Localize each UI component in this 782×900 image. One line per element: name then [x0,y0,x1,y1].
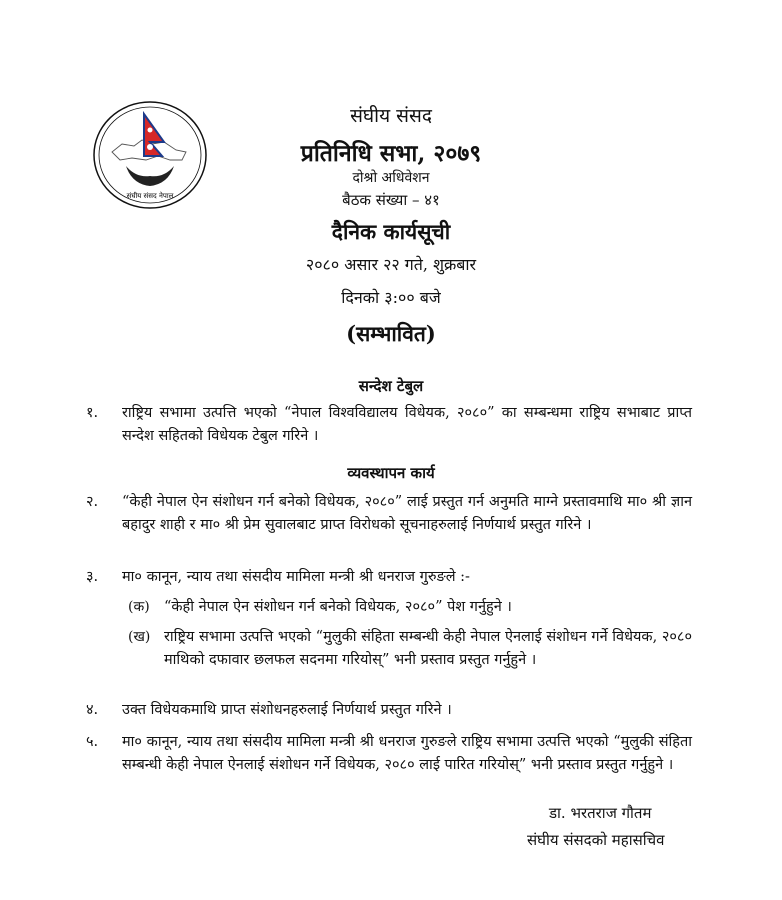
agenda-time: दिनको ३:०० बजे [341,288,441,307]
agenda-date: २०८० असार २२ गते, शुक्रबार [305,255,477,274]
session-label: दोश्रो अधिवेशन [352,170,430,186]
item-number: ४. [86,702,99,718]
signatory-name: डा. भरतराज गौतम [549,804,652,822]
status-label: (सम्भावित) [346,321,436,346]
item-number: १. [86,405,99,421]
item-number: ३. [86,569,99,585]
signatory-title: संघीय संसदको महासचिव [527,831,665,849]
item-number: २. [86,494,99,510]
subitem-text: राष्ट्रिय सभामा उत्पत्ति भएको “मुलुकी संहिता सम्बन्धी केही नेपाल ऐनलाई संशोधन गर्ने विधेयक, २०८० माथिको दफावार छलफल सदनमा गरियोस्” भनी प्रस्ताव प्रस्तुत गर्नुहुने । [164,629,692,668]
subitem-label: (क) [128,599,150,615]
emblem-text: संघीय संसद नेपाल [126,192,174,200]
agenda-item-text: उक्त विधेयकमाथि प्राप्त संशोधनहरुलाई निर्णयार्थ प्रस्तुत गरिने । [122,702,452,718]
agenda-item-text: राष्ट्रिय सभामा उत्पत्ति भएको “नेपाल विश्वविद्यालय विधेयक, २०८०” का सम्बन्धमा राष्ट्रिय सभाबाट प्राप्त सन्देश सहितको विधेयक टेबुल गरिने । [122,405,692,444]
agenda-item-text: मा० कानून, न्याय तथा संसदीय मामिला मन्त्री श्री धनराज गुरुङले राष्ट्रिय सभामा उत्पत्ति भएको “मुलुकी संहिता सम्बन्धी केही नेपाल ऐनलाई संशोधन गर्ने विधेयक, २०८० लाई पारित गरियोस्” भनी प्रस्ताव प्रस्तुत गर्नुहुने । [122,734,692,773]
agenda-item-text: मा० कानून, न्याय तथा संसदीय मामिला मन्त्री श्री धनराज गुरुङले :- [122,569,470,585]
section-title-legislative-business: व्यवस्थापन कार्य [347,464,435,482]
agenda-title: दैनिक कार्यसूची [331,219,451,244]
section-title-message-table: सन्देश टेबुल [358,377,424,395]
meeting-number: बैठक संख्या – ४१ [342,191,440,209]
item-number: ५. [86,734,99,750]
subitem-label: (ख) [128,629,151,645]
agenda-item-text: “केही नेपाल ऐन संशोधन गर्न बनेको विधेयक, २०८०” लाई प्रस्तुत गर्न अनुमति माग्ने प्रस्तावमाथि मा० श्री ज्ञान बहादुर शाही र मा० श्री प्रेम सुवालबाट प्राप्त विरोधको सूचनाहरुलाई निर्णयार्थ प्रस्तुत गरिने । [122,494,692,533]
subitem-text: “केही नेपाल ऐन संशोधन गर्न बनेको विधेयक, २०८०” पेश गर्नुहुने । [164,599,512,615]
parliament-name: संघीय संसद [350,105,432,127]
house-title: प्रतिनिधि सभा, २०७९ [300,140,482,167]
